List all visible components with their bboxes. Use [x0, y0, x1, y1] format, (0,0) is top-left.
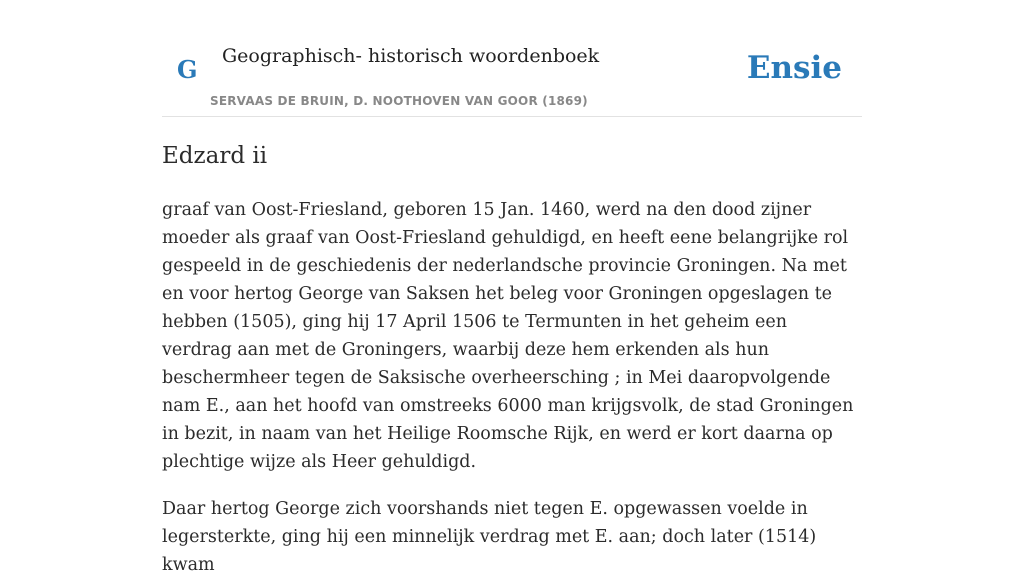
- book-initial-icon[interactable]: G: [177, 55, 198, 84]
- entry-paragraph: Daar hertog George zich voorshands niet tegen E. opgewassen voelde in legersterkte, ging hij een minnelijk verdrag met E. aan; doch later (1514) kwam: [162, 499, 817, 575]
- entry-title: Edzard ii: [162, 143, 268, 169]
- entry-body: [162, 196, 862, 579]
- book-title-link[interactable]: Geographisch- historisch woordenboek: [222, 45, 600, 67]
- entry-paragraph: graaf van Oost-Friesland, geboren 15 Jan. 1460, werd na den dood zijner moeder als graaf van Oost-Friesland gehuldigd, en heeft eene belangrijke rol gespeeld in de geschiedenis der nederlandsche provincie Groningen. Na met en voor hertog George van Saksen het beleg voor Groningen opgeslagen te hebben (1505), ging hij 17 April 1506 te Termunten in het geheim een verdrag aan met de Groningers, waarbij deze hem erkenden als hun beschermheer tegen de Saksische overheersching ; in Mei daaropvolgende nam E., aan het hoofd van omstreeks 6000 man krijgsvolk, de stad Groningen in bezit, in naam van het Heilige Roomsche Rijk, en werd er kort daarna op plechtige wijze als Heer gehuldigd.: [162, 200, 854, 472]
- ensie-logo-link[interactable]: Ensie: [746, 50, 842, 86]
- header: [162, 0, 862, 117]
- book-authors: SERVAAS DE BRUIN, D. NOOTHOVEN VAN GOOR (1869): [210, 94, 588, 108]
- page: [162, 0, 862, 579]
